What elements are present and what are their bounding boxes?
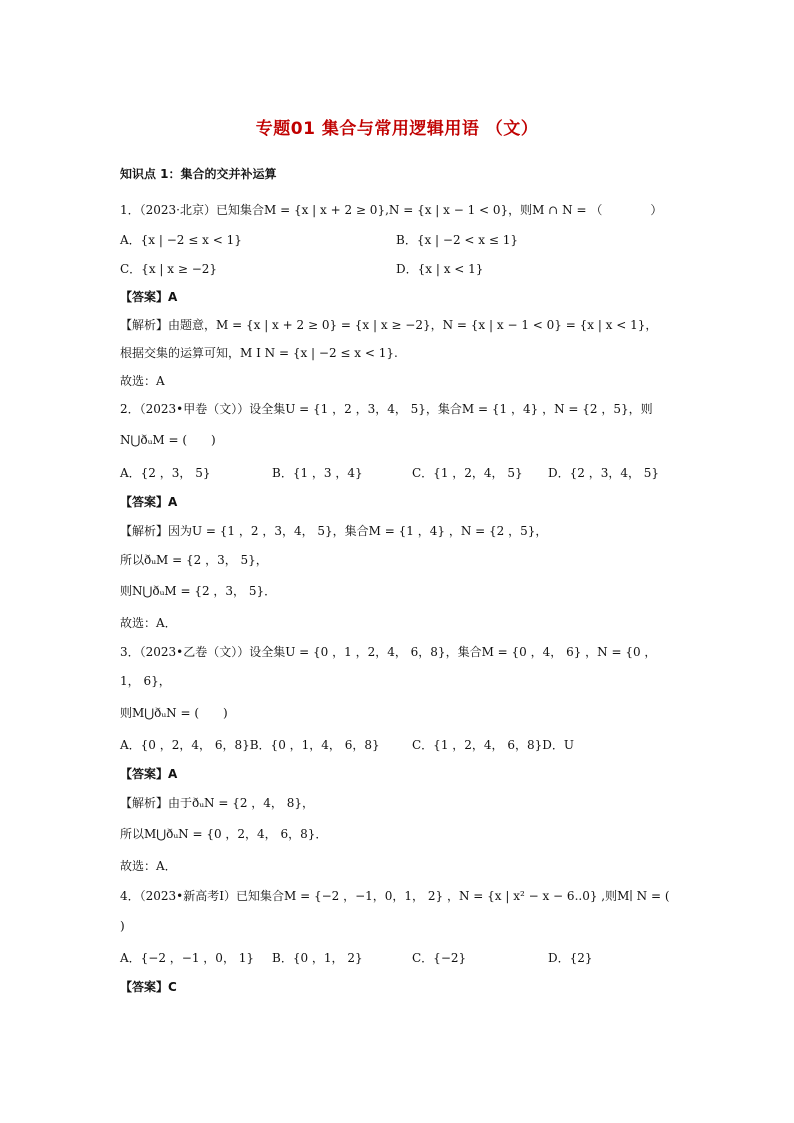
q1-answer: 【答案】A [120,290,178,304]
q3-option-cd: C．{1 ，2，4， 6，8}D．U [412,738,574,752]
q3-analysis-line: 【解析】由于ðᵤN = {2 ，4， 8}， [120,796,314,810]
q2-analysis-line: 所以ðᵤM = {2 ，3， 5}， [120,553,268,567]
q1-option-c: C．{x | x ≥ −2} [120,262,218,276]
q2-option-c: C．{1 ，2，4， 5} [412,466,523,480]
q4-option-c: C．{−2} [412,951,467,965]
q2-stem: 2．（2023•甲卷（文））设全集U = {1 ，2 ，3，4， 5}，集合M = {1 ，4} ，N = {2 ，5}，则 [120,402,653,416]
q2-option-b: B．{1 ，3 ，4} [272,466,363,480]
q4-answer: 【答案】C [120,980,177,994]
q1-analysis-line: 故选：A [120,374,165,388]
q2-answer: 【答案】A [120,495,178,509]
q1-option-a: A．{x | −2 ≤ x < 1} [120,233,242,247]
q4-option-b: B．{0 ，1， 2} [272,951,363,965]
section-heading: 知识点 1：集合的交并补运算 [120,167,277,181]
q2-option-a: A．{2 ，3， 5} [120,466,211,480]
q1-analysis-line: 根据交集的运算可知，M I N = {x | −2 ≤ x < 1}. [120,346,398,360]
q2-stem-cont: N⋃ðᵤM = ( ) [120,433,216,447]
document-title: 专题01 集合与常用逻辑用语 （文） [255,119,539,139]
q1-stem: 1．（2023·北京）已知集合M = {x | x + 2 ≥ 0},N = {x | x − 1 < 0}，则M ∩ N = （ ） [120,203,663,217]
q3-analysis-line: 故选：A． [120,859,177,873]
q3-answer: 【答案】A [120,767,178,781]
q2-analysis-line: 故选：A． [120,616,177,630]
q2-analysis-line: 【解析】因为U = {1 ，2 ，3，4， 5}，集合M = {1 ，4} ，N = {2 ，5}， [120,524,548,538]
q1-option-d: D．{x | x < 1} [396,262,484,276]
q1-analysis-line: 【解析】由题意，M = {x | x + 2 ≥ 0} = {x | x ≥ −2}，N = {x | x − 1 < 0} = {x | x < 1}， [120,318,658,332]
q4-option-a: A．{−2 ，−1 ，0， 1} [120,951,255,965]
q2-option-d: D．{2 ，3，4， 5} [548,466,660,480]
q3-stem-cont: 1， 6}， [120,674,171,688]
q2-analysis-line: 则N⋃ðᵤM = {2 ，3， 5}． [120,584,277,598]
q4-stem: 4．（2023•新高考Ⅰ）已知集合M = {−2 ，−1，0，1， 2} ，N = {x | x² − x − 6..0} ,则M∣ N = ( [120,889,670,903]
q3-option-ab: A．{0 ，2，4， 6，8}B．{0 ，1，4， 6，8} [120,738,380,752]
q4-stem-cont: ) [120,919,125,933]
q4-option-d: D．{2} [548,951,593,965]
q3-stem: 3．（2023•乙卷（文））设全集U = {0 ，1 ，2，4， 6，8}，集合M = {0 ，4， 6} ，N = {0 ， [120,645,657,659]
q3-stem-cont: 则M⋃ðᵤN = ( ) [120,706,228,720]
q1-option-b: B．{x | −2 < x ≤ 1} [396,233,518,247]
q3-analysis-line: 所以M⋃ðᵤN = {0 ，2，4， 6，8}． [120,827,328,841]
